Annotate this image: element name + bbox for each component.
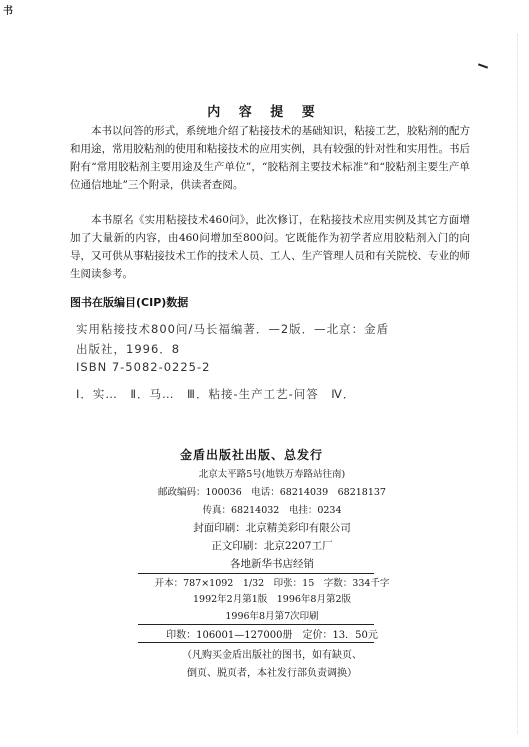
cip-publisher-line: 出版社，1996．8 <box>76 342 181 356</box>
print-run-price: 印数：106001—127000册 定价：13．50元 <box>166 630 378 641</box>
cip-heading: 图书在版编目(CIP)数据 <box>70 296 189 309</box>
publisher-address: 北京太平路5号(地铁万寿路站往南) <box>198 469 346 480</box>
publisher-line: 金盾出版社出版、总发行 <box>180 448 324 462</box>
fax-telegram: 传真：68214032 电挂：0234 <box>202 505 342 516</box>
colophon-divider-middle <box>138 624 374 625</box>
page-edge-line <box>517 34 518 734</box>
summary-paragraph-2: 本书原名《实用粘接技术460问》，此次修订，在粘接技术应用实例及其它方面增加了大量新的内容，由460问增加至800问。它既能作为初学者应用胶粘剂入门的向导，又可供从事粘接技术工作的技术人员、工人、生产管理人员和有关院校、专业的师生阅读参考。 <box>70 214 470 280</box>
notice-line-2: 倒页、脱页者，本社发行部负责调换） <box>187 668 357 679</box>
colophon-divider-top <box>138 573 374 574</box>
summary-paragraph-1: 本书以问答的形式，系统地介绍了粘接技术的基础知识，粘接工艺，胶粘剂的配方和用途，常用胶粘剂的使用和粘接技术的应用实例，具有较强的针对性和实用性。书后附有“常用胶粘剂主要用途及生产单位”，“胶粘剂主要技术标准”和“胶粘剂主要生产单位通信地址”三个附录，供读者查阅。 <box>70 125 470 191</box>
colophon-divider-bottom <box>138 642 374 643</box>
cip-classification: Ⅰ．实… Ⅱ．马… Ⅲ．粘接-生产工艺-问答 Ⅳ． <box>76 387 356 401</box>
text-printer: 正文印刷：北京2207工厂 <box>211 540 333 552</box>
cip-isbn: ISBN 7-5082-0225-2 <box>76 360 211 374</box>
postcode-phone: 邮政编码：100036 电话：68214039 68218137 <box>158 487 386 498</box>
notice-line-1: （凡购买金盾出版社的图书，如有缺页、 <box>182 650 362 661</box>
cip-title-line: 实用粘接技术800问/马长福编著．—2版．—北京：金盾 <box>76 322 390 336</box>
summary-title: 内 容 提 要 <box>207 105 322 120</box>
edition-info: 1992年2月第1版 1996年8月第2版 <box>192 594 352 605</box>
corner-mark: 书 <box>3 6 13 17</box>
format-info: 开本：787×1092 1/32 印张：15 字数：334千字 <box>154 578 390 589</box>
cover-printer: 封面印刷：北京精美彩印有限公司 <box>193 522 351 534</box>
distributor: 各地新华书店经销 <box>230 558 314 570</box>
margin-mark <box>478 63 488 68</box>
printing-info: 1996年8月第7次印刷 <box>225 611 319 622</box>
